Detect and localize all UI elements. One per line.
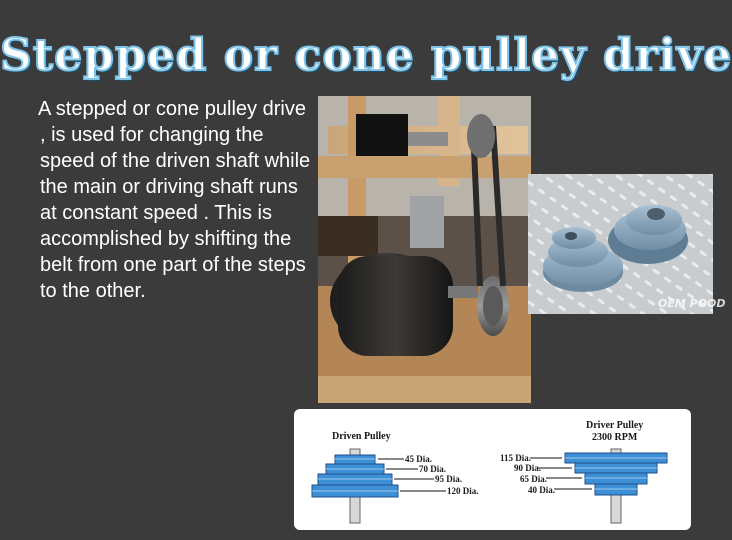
cone-pulley-pair-photo-art xyxy=(528,174,726,314)
lathe-motor-photo xyxy=(318,96,531,403)
driven-dia-4: 120 Dia. xyxy=(447,486,479,496)
driver-rpm-label: 2300 RPM xyxy=(592,432,638,443)
slide-title: Stepped or cone pulley drive xyxy=(0,30,732,81)
pulley-diameter-diagram xyxy=(294,409,691,530)
slide-body-text: A stepped or cone pulley drive , is used for changing the speed of the driven shaft while the main or driving shaft runs at constant speed . This is accomplished by shifting the belt from one part of the steps to the other. xyxy=(38,98,311,302)
driven-dia-1: 45 Dia. xyxy=(405,454,432,464)
driver-dia-2: 90 Dia. xyxy=(514,463,541,473)
driven-pulley-title: Driven Pulley xyxy=(332,431,391,442)
cone-pulley-pair-photo xyxy=(528,174,726,314)
driven-dia-2: 70 Dia. xyxy=(419,464,446,474)
watermark-text: OEM POOD xyxy=(658,297,726,310)
driver-dia-4: 40 Dia. xyxy=(528,485,555,495)
driver-dia-1: 115 Dia. xyxy=(500,453,532,463)
driver-dia-3: 65 Dia. xyxy=(520,474,547,484)
lathe-motor-photo-art xyxy=(318,96,531,403)
driven-dia-3: 95 Dia. xyxy=(435,474,462,484)
driver-pulley-title: Driver Pulley xyxy=(586,420,644,431)
pulley-diagram-svg xyxy=(294,409,691,530)
